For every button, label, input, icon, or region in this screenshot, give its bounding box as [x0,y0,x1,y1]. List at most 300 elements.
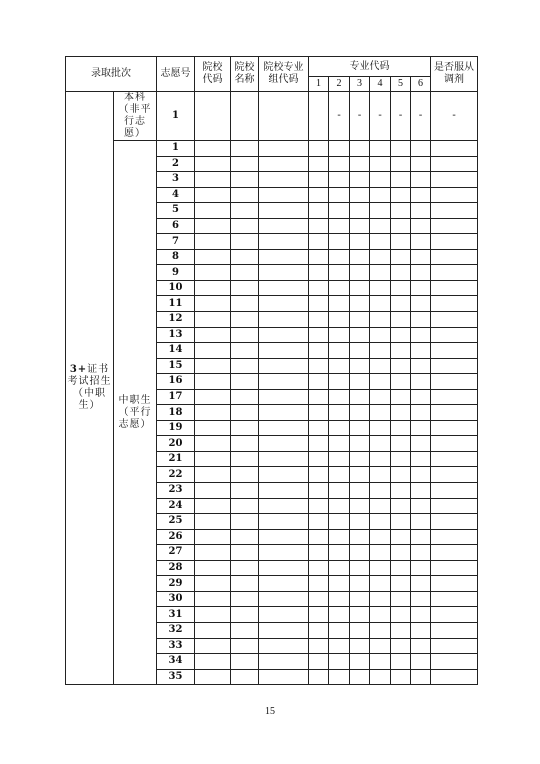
blank-major-3-cell[interactable] [350,343,370,359]
blank-major-6-cell[interactable] [411,560,431,576]
blank-major-6-cell[interactable] [411,405,431,421]
blank-major-3-cell[interactable] [350,172,370,188]
blank-major-3-cell[interactable] [350,141,370,157]
blank-school-code-cell[interactable] [195,607,231,623]
blank-major-4-cell[interactable] [370,141,391,157]
blank-group-code-cell[interactable] [259,467,309,483]
blank-group-code-cell[interactable] [259,172,309,188]
blank-major-1-cell[interactable] [309,203,329,219]
blank-major-4-cell[interactable] [370,420,391,436]
blank-group-code-cell[interactable] [259,560,309,576]
blank-group-code-cell[interactable] [259,591,309,607]
blank-school-code-cell[interactable] [195,591,231,607]
blank-major-3-cell[interactable] [350,654,370,670]
blank-group-code-cell[interactable] [259,545,309,561]
blank-major-1-cell[interactable] [309,374,329,390]
blank-major-6-cell[interactable] [411,389,431,405]
blank-major-4-cell[interactable] [370,249,391,265]
blank-group-code-cell[interactable] [259,343,309,359]
blank-group-code-cell[interactable] [259,498,309,514]
blank-major-3-cell[interactable] [350,607,370,623]
blank-major-4-cell[interactable] [370,374,391,390]
blank-group-code-cell[interactable] [259,234,309,250]
blank-major-4-cell[interactable] [370,529,391,545]
blank-major-2-cell[interactable] [329,389,350,405]
blank-major-1-cell[interactable] [309,498,329,514]
blank-major-6-cell[interactable] [411,343,431,359]
blank-adjust-cell[interactable] [431,280,478,296]
blank-major-3-cell[interactable] [350,374,370,390]
blank-major-5-cell[interactable] [391,420,411,436]
blank-major-4-cell[interactable] [370,560,391,576]
blank-school-name-cell[interactable] [231,265,259,281]
blank-school-name-cell[interactable] [231,389,259,405]
blank-school-code-cell[interactable] [195,374,231,390]
blank-adjust-cell[interactable] [431,249,478,265]
blank-major-1-cell[interactable] [309,436,329,452]
blank-major-1-cell[interactable] [309,327,329,343]
blank-major-2-cell[interactable] [329,654,350,670]
blank-school-code-cell[interactable] [195,498,231,514]
blank-major-4-cell[interactable] [370,607,391,623]
blank-school-name-cell[interactable] [231,249,259,265]
blank-major-3-cell[interactable] [350,327,370,343]
blank-major-2-cell[interactable] [329,156,350,172]
blank-major-2-cell[interactable] [329,203,350,219]
blank-group-code-cell[interactable] [259,529,309,545]
blank-school-name-cell[interactable] [231,529,259,545]
blank-major-2-cell[interactable] [329,296,350,312]
blank-school-name-cell[interactable] [231,591,259,607]
blank-major-6-cell[interactable] [411,638,431,654]
blank-major-3-cell[interactable] [350,451,370,467]
blank-major-3-cell[interactable] [350,669,370,685]
blank-major-6-cell[interactable] [411,203,431,219]
blank-adjust-cell[interactable] [431,327,478,343]
blank-group-code-cell[interactable] [259,654,309,670]
blank-major-1-cell[interactable] [309,467,329,483]
blank-adjust-cell[interactable] [431,483,478,499]
blank-school-code-cell[interactable] [195,467,231,483]
blank-adjust-cell[interactable] [431,405,478,421]
blank-school-code-cell[interactable] [195,343,231,359]
blank-group-code-cell[interactable] [259,420,309,436]
blank-school-name-cell[interactable] [231,483,259,499]
blank-school-code-cell[interactable] [195,545,231,561]
blank-major-2-cell[interactable] [329,436,350,452]
blank-major-3-cell[interactable] [350,483,370,499]
blank-adjust-cell[interactable] [431,498,478,514]
blank-adjust-cell[interactable] [431,514,478,530]
blank-school-code-cell[interactable] [195,218,231,234]
blank-group-code-cell[interactable] [259,203,309,219]
blank-major-2-cell[interactable] [329,312,350,328]
blank-school-name-cell[interactable] [231,405,259,421]
blank-major-6-cell[interactable] [411,654,431,670]
blank-adjust-cell[interactable] [431,389,478,405]
blank-major-5-cell[interactable] [391,591,411,607]
blank-major-5-cell[interactable] [391,607,411,623]
blank-school-code-cell[interactable] [195,560,231,576]
blank-adjust-cell[interactable] [431,187,478,203]
blank-major-6-cell[interactable] [411,514,431,530]
blank-adjust-cell[interactable] [431,265,478,281]
blank-major-3-cell[interactable] [350,156,370,172]
blank-school-name-cell[interactable] [231,607,259,623]
blank-school-code-cell[interactable] [195,451,231,467]
blank-major-2-cell[interactable] [329,265,350,281]
blank-major-1-cell[interactable] [309,280,329,296]
blank-group-code-cell[interactable] [259,389,309,405]
blank-major-4-cell[interactable] [370,451,391,467]
blank-major-6-cell[interactable] [411,172,431,188]
blank-school-code-cell[interactable] [195,529,231,545]
blank-group-code-cell[interactable] [259,265,309,281]
blank-major-1-cell[interactable] [309,514,329,530]
blank-major-5-cell[interactable] [391,374,411,390]
blank-school-name-cell[interactable] [231,420,259,436]
blank-major-2-cell[interactable] [329,591,350,607]
blank-major-1-cell[interactable] [309,638,329,654]
blank-major-2-cell[interactable] [329,529,350,545]
blank-major-1-cell[interactable] [309,358,329,374]
blank-major-6-cell[interactable] [411,607,431,623]
blank-major-5-cell[interactable] [391,545,411,561]
blank-major-6-cell[interactable] [411,156,431,172]
blank-major-2-cell[interactable] [329,187,350,203]
blank-major-1-cell[interactable] [309,312,329,328]
blank-school-name-cell[interactable] [231,545,259,561]
blank-major-2-cell[interactable] [329,514,350,530]
blank-major-1-cell[interactable] [309,669,329,685]
blank-major-3-cell[interactable] [350,545,370,561]
blank-school-code-cell[interactable] [195,141,231,157]
blank-major-2-cell[interactable] [329,576,350,592]
blank-group-code-cell[interactable] [259,576,309,592]
blank-group-code-cell[interactable] [259,312,309,328]
blank-major-5-cell[interactable] [391,560,411,576]
blank-major-6-cell[interactable] [411,529,431,545]
blank-major-2-cell[interactable] [329,405,350,421]
blank-major-1-cell[interactable] [309,591,329,607]
blank-major-1-cell[interactable] [309,389,329,405]
blank-major-5-cell[interactable] [391,156,411,172]
blank-school-name-cell[interactable] [231,374,259,390]
blank-adjust-cell[interactable] [431,343,478,359]
blank-adjust-cell[interactable] [431,591,478,607]
blank-major-6-cell[interactable] [411,280,431,296]
blank-major-6-cell[interactable] [411,576,431,592]
blank-adjust-cell[interactable] [431,545,478,561]
blank-major-3-cell[interactable] [350,529,370,545]
blank-group-code-cell[interactable] [259,405,309,421]
blank-major-4-cell[interactable] [370,187,391,203]
blank-major-2-cell[interactable] [329,374,350,390]
blank-major-4-cell[interactable] [370,358,391,374]
blank-school-code-cell[interactable] [195,514,231,530]
blank-major-3-cell[interactable] [350,560,370,576]
blank-group-code-cell[interactable] [259,187,309,203]
blank-school-name-cell[interactable] [231,343,259,359]
blank-major-5-cell[interactable] [391,203,411,219]
blank-major-2-cell[interactable] [329,467,350,483]
blank-adjust-cell[interactable] [431,467,478,483]
blank-major-1-cell[interactable] [309,156,329,172]
blank-school-name-cell[interactable] [231,234,259,250]
blank-major-4-cell[interactable] [370,498,391,514]
blank-major-4-cell[interactable] [370,591,391,607]
blank-school-code-cell[interactable] [195,436,231,452]
blank-major-6-cell[interactable] [411,312,431,328]
blank-group-code-cell[interactable] [259,156,309,172]
blank-school-code-cell[interactable] [195,234,231,250]
blank-adjust-cell[interactable] [431,622,478,638]
blank-school-name-cell[interactable] [231,296,259,312]
blank-major-6-cell[interactable] [411,436,431,452]
blank-major-1-cell[interactable] [309,451,329,467]
blank-major-6-cell[interactable] [411,483,431,499]
blank-major-5-cell[interactable] [391,514,411,530]
blank-major-6-cell[interactable] [411,218,431,234]
blank-school-name-cell[interactable] [231,467,259,483]
blank-major-1-cell[interactable] [309,529,329,545]
blank-major-2-cell[interactable] [329,172,350,188]
undergrad-school-code[interactable] [195,92,231,141]
blank-school-code-cell[interactable] [195,187,231,203]
blank-school-code-cell[interactable] [195,312,231,328]
blank-major-6-cell[interactable] [411,451,431,467]
blank-major-1-cell[interactable] [309,141,329,157]
blank-major-3-cell[interactable] [350,638,370,654]
blank-group-code-cell[interactable] [259,607,309,623]
blank-adjust-cell[interactable] [431,654,478,670]
blank-major-3-cell[interactable] [350,296,370,312]
blank-major-4-cell[interactable] [370,545,391,561]
blank-major-1-cell[interactable] [309,405,329,421]
blank-group-code-cell[interactable] [259,514,309,530]
blank-major-5-cell[interactable] [391,467,411,483]
blank-major-1-cell[interactable] [309,296,329,312]
blank-major-6-cell[interactable] [411,187,431,203]
blank-school-name-cell[interactable] [231,622,259,638]
blank-major-4-cell[interactable] [370,405,391,421]
blank-major-4-cell[interactable] [370,638,391,654]
blank-major-3-cell[interactable] [350,420,370,436]
blank-major-1-cell[interactable] [309,420,329,436]
blank-adjust-cell[interactable] [431,218,478,234]
blank-major-1-cell[interactable] [309,483,329,499]
blank-major-5-cell[interactable] [391,436,411,452]
blank-school-code-cell[interactable] [195,420,231,436]
blank-major-2-cell[interactable] [329,622,350,638]
blank-major-2-cell[interactable] [329,343,350,359]
blank-major-3-cell[interactable] [350,576,370,592]
blank-major-1-cell[interactable] [309,249,329,265]
blank-school-name-cell[interactable] [231,669,259,685]
blank-major-2-cell[interactable] [329,451,350,467]
blank-major-1-cell[interactable] [309,172,329,188]
blank-major-5-cell[interactable] [391,187,411,203]
blank-major-6-cell[interactable] [411,327,431,343]
blank-major-4-cell[interactable] [370,467,391,483]
blank-major-2-cell[interactable] [329,420,350,436]
blank-major-5-cell[interactable] [391,296,411,312]
blank-major-5-cell[interactable] [391,654,411,670]
blank-major-4-cell[interactable] [370,343,391,359]
blank-major-4-cell[interactable] [370,327,391,343]
blank-major-4-cell[interactable] [370,654,391,670]
blank-major-1-cell[interactable] [309,622,329,638]
blank-major-6-cell[interactable] [411,296,431,312]
blank-school-name-cell[interactable] [231,141,259,157]
blank-adjust-cell[interactable] [431,451,478,467]
blank-major-5-cell[interactable] [391,358,411,374]
blank-major-3-cell[interactable] [350,622,370,638]
blank-school-code-cell[interactable] [195,172,231,188]
blank-group-code-cell[interactable] [259,483,309,499]
blank-major-3-cell[interactable] [350,358,370,374]
blank-major-3-cell[interactable] [350,249,370,265]
blank-school-code-cell[interactable] [195,296,231,312]
blank-major-3-cell[interactable] [350,280,370,296]
blank-adjust-cell[interactable] [431,576,478,592]
blank-adjust-cell[interactable] [431,203,478,219]
blank-major-1-cell[interactable] [309,560,329,576]
blank-group-code-cell[interactable] [259,622,309,638]
blank-adjust-cell[interactable] [431,358,478,374]
blank-major-1-cell[interactable] [309,234,329,250]
blank-school-code-cell[interactable] [195,327,231,343]
blank-group-code-cell[interactable] [259,638,309,654]
blank-major-5-cell[interactable] [391,218,411,234]
blank-adjust-cell[interactable] [431,172,478,188]
blank-school-name-cell[interactable] [231,576,259,592]
blank-major-4-cell[interactable] [370,203,391,219]
blank-school-name-cell[interactable] [231,436,259,452]
blank-school-code-cell[interactable] [195,405,231,421]
blank-adjust-cell[interactable] [431,638,478,654]
blank-major-2-cell[interactable] [329,545,350,561]
blank-school-name-cell[interactable] [231,327,259,343]
blank-school-name-cell[interactable] [231,560,259,576]
blank-school-code-cell[interactable] [195,358,231,374]
blank-major-5-cell[interactable] [391,498,411,514]
blank-school-name-cell[interactable] [231,514,259,530]
blank-major-3-cell[interactable] [350,312,370,328]
blank-major-5-cell[interactable] [391,312,411,328]
blank-school-name-cell[interactable] [231,218,259,234]
blank-major-6-cell[interactable] [411,265,431,281]
blank-major-5-cell[interactable] [391,280,411,296]
blank-adjust-cell[interactable] [431,374,478,390]
blank-major-6-cell[interactable] [411,374,431,390]
blank-school-code-cell[interactable] [195,622,231,638]
blank-major-3-cell[interactable] [350,467,370,483]
blank-major-4-cell[interactable] [370,483,391,499]
blank-major-3-cell[interactable] [350,405,370,421]
blank-major-5-cell[interactable] [391,327,411,343]
blank-major-6-cell[interactable] [411,622,431,638]
blank-major-4-cell[interactable] [370,218,391,234]
blank-adjust-cell[interactable] [431,560,478,576]
blank-school-code-cell[interactable] [195,483,231,499]
blank-major-2-cell[interactable] [329,483,350,499]
blank-major-6-cell[interactable] [411,498,431,514]
blank-major-1-cell[interactable] [309,654,329,670]
blank-major-4-cell[interactable] [370,514,391,530]
undergrad-major-1[interactable] [309,92,329,141]
blank-group-code-cell[interactable] [259,436,309,452]
blank-school-code-cell[interactable] [195,156,231,172]
blank-major-2-cell[interactable] [329,234,350,250]
blank-major-5-cell[interactable] [391,343,411,359]
blank-adjust-cell[interactable] [431,607,478,623]
blank-adjust-cell[interactable] [431,312,478,328]
blank-major-3-cell[interactable] [350,187,370,203]
blank-major-6-cell[interactable] [411,420,431,436]
blank-school-name-cell[interactable] [231,203,259,219]
blank-school-code-cell[interactable] [195,669,231,685]
blank-adjust-cell[interactable] [431,669,478,685]
blank-adjust-cell[interactable] [431,156,478,172]
blank-school-name-cell[interactable] [231,654,259,670]
blank-group-code-cell[interactable] [259,374,309,390]
blank-major-4-cell[interactable] [370,389,391,405]
blank-school-name-cell[interactable] [231,172,259,188]
blank-major-5-cell[interactable] [391,389,411,405]
blank-school-name-cell[interactable] [231,280,259,296]
blank-major-6-cell[interactable] [411,358,431,374]
blank-group-code-cell[interactable] [259,141,309,157]
blank-adjust-cell[interactable] [431,234,478,250]
blank-group-code-cell[interactable] [259,327,309,343]
blank-major-6-cell[interactable] [411,591,431,607]
blank-school-name-cell[interactable] [231,156,259,172]
undergrad-school-name[interactable] [231,92,259,141]
blank-school-code-cell[interactable] [195,203,231,219]
undergrad-group-code[interactable] [259,92,309,141]
blank-school-code-cell[interactable] [195,576,231,592]
blank-major-3-cell[interactable] [350,514,370,530]
blank-school-name-cell[interactable] [231,638,259,654]
blank-school-name-cell[interactable] [231,498,259,514]
blank-major-2-cell[interactable] [329,638,350,654]
blank-school-code-cell[interactable] [195,249,231,265]
blank-school-code-cell[interactable] [195,389,231,405]
blank-major-1-cell[interactable] [309,576,329,592]
blank-major-5-cell[interactable] [391,234,411,250]
blank-major-4-cell[interactable] [370,622,391,638]
blank-major-4-cell[interactable] [370,312,391,328]
blank-major-5-cell[interactable] [391,669,411,685]
blank-major-1-cell[interactable] [309,607,329,623]
blank-group-code-cell[interactable] [259,669,309,685]
blank-major-6-cell[interactable] [411,467,431,483]
blank-major-4-cell[interactable] [370,156,391,172]
blank-major-2-cell[interactable] [329,607,350,623]
blank-major-6-cell[interactable] [411,669,431,685]
blank-group-code-cell[interactable] [259,280,309,296]
blank-major-6-cell[interactable] [411,545,431,561]
blank-major-5-cell[interactable] [391,638,411,654]
blank-major-5-cell[interactable] [391,265,411,281]
blank-major-5-cell[interactable] [391,622,411,638]
blank-major-2-cell[interactable] [329,358,350,374]
blank-major-3-cell[interactable] [350,218,370,234]
blank-school-code-cell[interactable] [195,280,231,296]
blank-major-5-cell[interactable] [391,483,411,499]
blank-adjust-cell[interactable] [431,141,478,157]
